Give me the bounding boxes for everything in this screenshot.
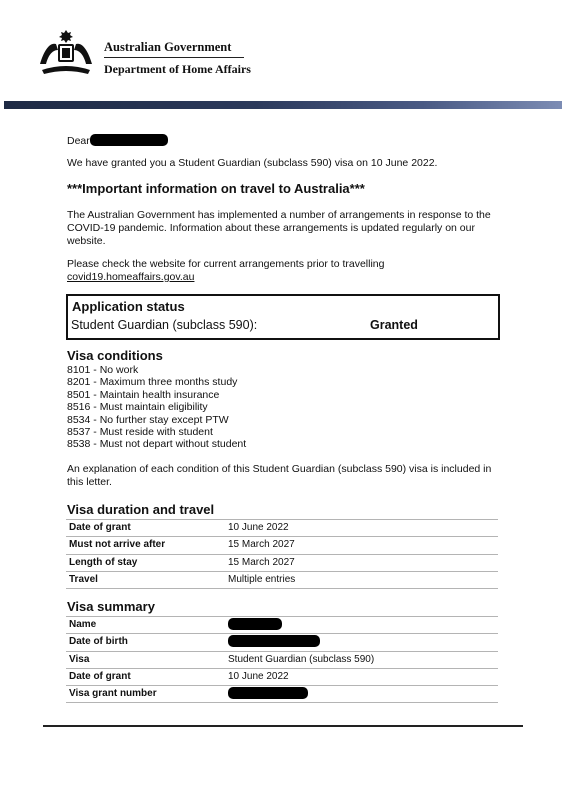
grant-sentence: We have granted you a Student Guardian (subclass 590) visa on 10 June 2022. <box>67 157 438 169</box>
table-row <box>66 519 498 536</box>
visa-summary-table <box>66 616 498 703</box>
application-status-title: Application status <box>72 299 185 314</box>
redacted-name <box>90 134 168 146</box>
condition-item: 8537 - Must reside with student <box>67 426 213 439</box>
row-label: Length of stay <box>69 556 138 568</box>
row-value: 15 March 2027 <box>228 556 295 568</box>
department-title: Department of Home Affairs <box>104 62 251 76</box>
row-value: 10 June 2022 <box>228 670 289 682</box>
visa-conditions-title: Visa conditions <box>67 348 163 363</box>
table-row <box>66 668 498 685</box>
row-label: Travel <box>69 573 98 585</box>
conditions-explanation: An explanation of each condition of this Student Guardian (subclass 590) visa is included in this letter. <box>67 463 492 488</box>
row-label: Date of grant <box>69 522 131 533</box>
covid-paragraph: The Australian Government has implemented a number of arrangements in response to the COVID-19 pandemic. Information about these arrangements is updated regularly on our website. <box>67 209 491 247</box>
visa-duration-title: Visa duration and travel <box>67 502 215 517</box>
application-status-value: Granted <box>370 318 418 332</box>
condition-item: 8534 - No further stay except PTW <box>67 413 229 426</box>
row-value: 15 March 2027 <box>228 539 295 551</box>
application-status-label: Student Guardian (subclass 590): <box>71 318 258 332</box>
footer-divider <box>43 725 523 727</box>
row-value: Student Guardian (subclass 590) <box>228 653 375 665</box>
important-heading: ***Important information on travel to Australia*** <box>67 181 365 196</box>
row-label: Must not arrive after <box>69 539 166 551</box>
table-row <box>66 633 498 650</box>
redacted-grant-number-value <box>228 687 308 699</box>
condition-item: 8201 - Maximum three months study <box>67 376 238 389</box>
table-row <box>66 571 498 589</box>
table-row <box>66 651 498 668</box>
visa-duration-table <box>66 519 498 589</box>
row-label: Visa grant number <box>69 688 157 700</box>
table-row <box>66 554 498 571</box>
government-title: Australian Government <box>104 40 232 54</box>
table-row <box>66 616 498 633</box>
row-label: Date of birth <box>69 636 128 648</box>
visa-conditions-list <box>67 364 246 451</box>
visa-summary-title: Visa summary <box>67 599 155 614</box>
row-value: Multiple entries <box>228 573 296 585</box>
condition-item: 8501 - Maintain health insurance <box>67 388 220 401</box>
row-label: Name <box>69 619 97 630</box>
check-website-paragraph <box>67 258 507 284</box>
salutation <box>67 134 168 148</box>
header-color-bar <box>4 101 562 109</box>
condition-item: 8516 - Must maintain eligibility <box>67 401 208 414</box>
application-status-box <box>66 294 500 340</box>
row-value: 10 June 2022 <box>228 522 289 533</box>
salutation-text: Dear <box>67 135 90 147</box>
coat-of-arms-icon <box>36 26 96 78</box>
covid-website-link[interactable]: covid19.homeaffairs.gov.au <box>67 271 195 283</box>
row-value <box>228 636 320 650</box>
table-row <box>66 685 498 703</box>
row-value <box>228 688 308 702</box>
redacted-birthdate-value <box>228 635 320 647</box>
condition-item: 8538 - Must not depart without student <box>67 438 247 451</box>
check-website-text: Please check the website for current arrangements prior to travelling <box>67 258 385 270</box>
redacted-name-value <box>228 618 282 630</box>
row-label: Date of grant <box>69 670 131 682</box>
header-divider <box>104 57 244 58</box>
row-label: Visa <box>69 653 90 665</box>
row-value <box>228 619 282 633</box>
condition-item: 8101 - No work <box>67 364 139 376</box>
table-row <box>66 536 498 553</box>
